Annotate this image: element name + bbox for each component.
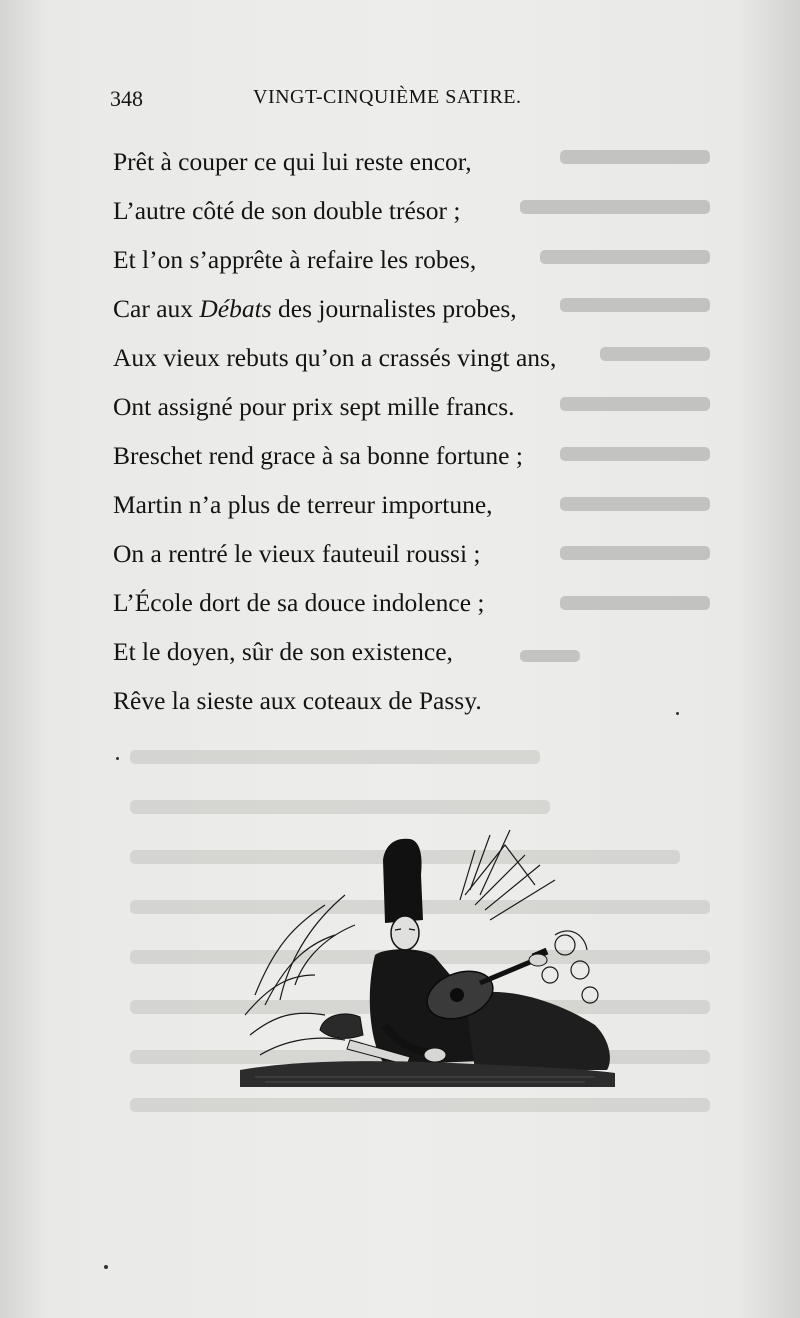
verse-italic-title: Débats <box>199 294 272 323</box>
running-header <box>110 86 560 118</box>
engraving-reclining-figure-with-guitar-icon <box>235 825 620 1087</box>
verse-line: Prêt à couper ce qui lui reste encor, <box>113 147 472 176</box>
verse-line: On a rentré le vieux fauteuil roussi ; <box>113 539 481 568</box>
verse-line: L’autre côté de son double trésor ; <box>113 196 461 225</box>
verse-line: Aux vieux rebuts qu’on a crassés vingt ans, <box>113 343 557 372</box>
paper-speck <box>676 712 679 715</box>
verse-line: L’École dort de sa douce indolence ; <box>113 588 485 617</box>
verse-line: Rêve la sieste aux coteaux de Passy. <box>113 686 482 715</box>
verse-line: Et le doyen, sûr de son existence, <box>113 637 453 666</box>
verse-line: Ont assigné pour prix sept mille francs. <box>113 392 515 421</box>
paper-speck <box>104 1265 108 1269</box>
verse-line <box>113 291 613 340</box>
paper-speck <box>116 757 119 760</box>
verse-line: Et l’on s’apprête à refaire les robes, <box>113 245 477 274</box>
verse-line: Martin n’a plus de terreur importune, <box>113 490 493 519</box>
verse-line: Breschet rend grace à sa bonne fortune ; <box>113 441 523 470</box>
verse-text: des journalistes probes, <box>271 294 517 323</box>
verse-text: Car aux <box>113 294 200 323</box>
running-title: VINGT-CINQUIÈME SATIRE. <box>253 86 522 108</box>
poem-verses <box>113 144 613 732</box>
page-number: 348 <box>110 86 143 111</box>
